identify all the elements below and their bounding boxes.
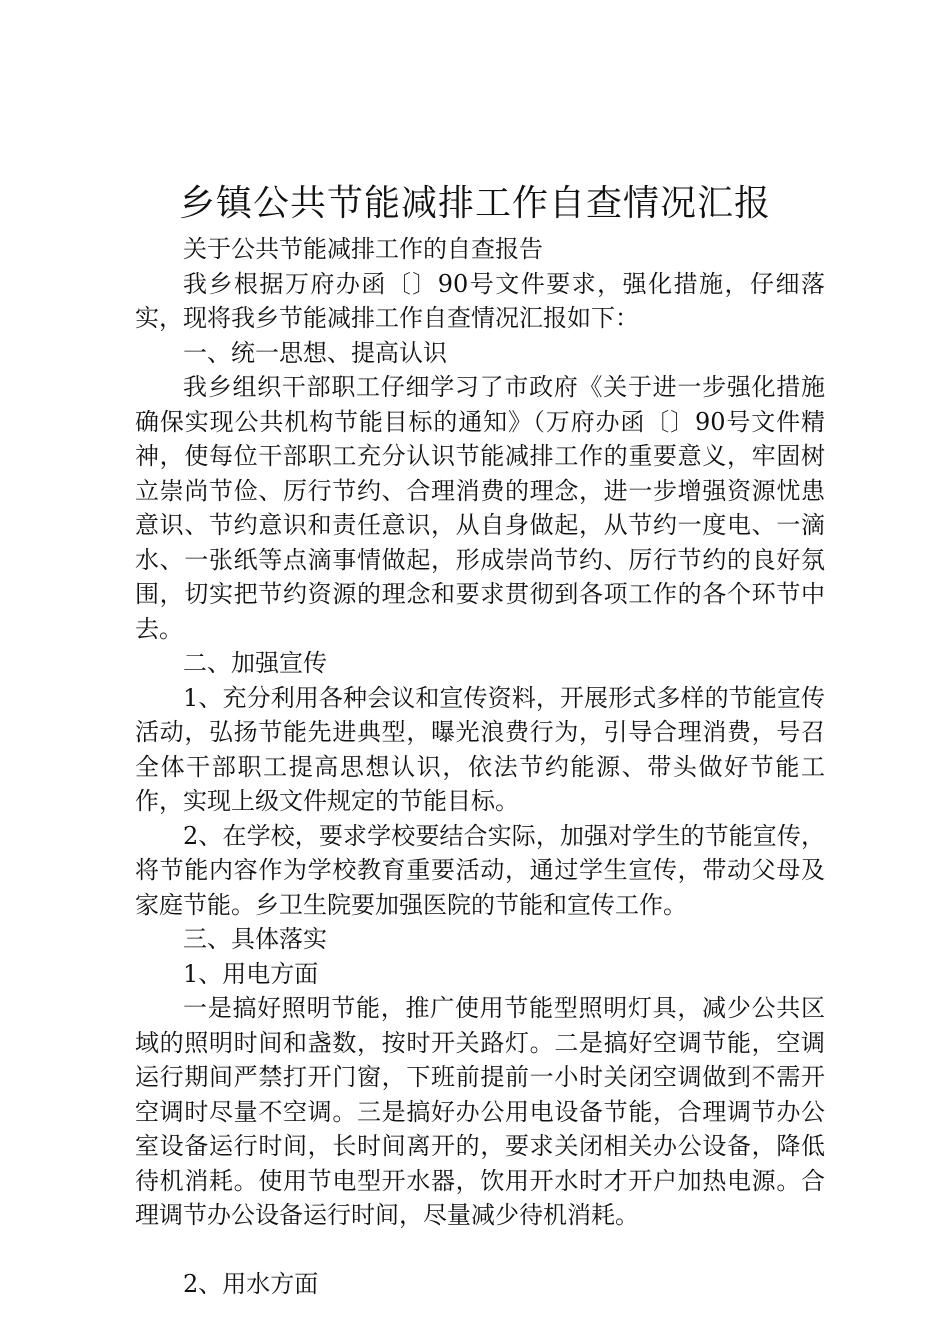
section-2-item-1: 1、充分利用各种会议和宣传资料，开展形式多样的节能宣传活动，弘扬节能先进典型，曝光浪费行为，引导合理消费，号召全体干部职工提高思想认识，依法节约能源、带头做好节能工作，实现上级文件规定的节能目标。 bbox=[135, 683, 825, 815]
section-1-paragraph: 我乡组织干部职工仔细学习了市政府《关于进一步强化措施确保实现公共机构节能目标的通知》（万府办函〔〕90号文件精神，使每位干部职工充分认识节能减排工作的重要意义，牢固树立崇尚节俭、厉行节约、合理消费的理念，进一步增强资源忧患意识、节约意识和责任意识，从自身做起，从节约一度电、一滴水、一张纸等点滴事情做起，形成崇尚节约、厉行节约的良好氛围，切实把节约资源的理念和要求贯彻到各项工作的各个环节中去。 bbox=[135, 373, 825, 643]
document-title: 乡镇公共节能减排工作自查情况汇报 bbox=[178, 183, 771, 224]
intro-paragraph: 我乡根据万府办函〔〕90号文件要求，强化措施，仔细落实，现将我乡节能减排工作自查情况汇报如下： bbox=[135, 269, 825, 332]
section-2-item-2: 2、在学校，要求学校要结合实际，加强对学生的节能宣传，将节能内容作为学校教育重要活动，通过学生宣传，带动父母及家庭节能。乡卫生院要加强医院的节能和宣传工作。 bbox=[135, 821, 825, 919]
section-heading-1: 一、统一思想、提高认识 bbox=[183, 338, 447, 367]
section-heading-2: 二、加强宣传 bbox=[183, 649, 327, 677]
subsection-heading-electricity: 1、用电方面 bbox=[183, 959, 319, 988]
section-heading-3: 三、具体落实 bbox=[183, 925, 327, 953]
subsection-heading-water: 2、用水方面 bbox=[183, 1270, 319, 1298]
document-body bbox=[135, 232, 825, 1302]
report-subtitle: 关于公共节能减排工作的自查报告 bbox=[183, 235, 543, 263]
electricity-paragraph: 一是搞好照明节能，推广使用节能型照明灯具，减少公共区域的照明时间和盏数，按时开关路灯。二是搞好空调节能，空调运行期间严禁打开门窗，下班前提前一小时关闭空调做到不需开空调时尽量不空调。三是搞好办公用电设备节能，合理调节办公室设备运行时间，长时间离开的，要求关闭相关办公设备，降低待机消耗。使用节电型开水器，饮用开水时才开户加热电源。合理调节办公设备运行时间，尽量减少待机消耗。 bbox=[135, 994, 825, 1229]
